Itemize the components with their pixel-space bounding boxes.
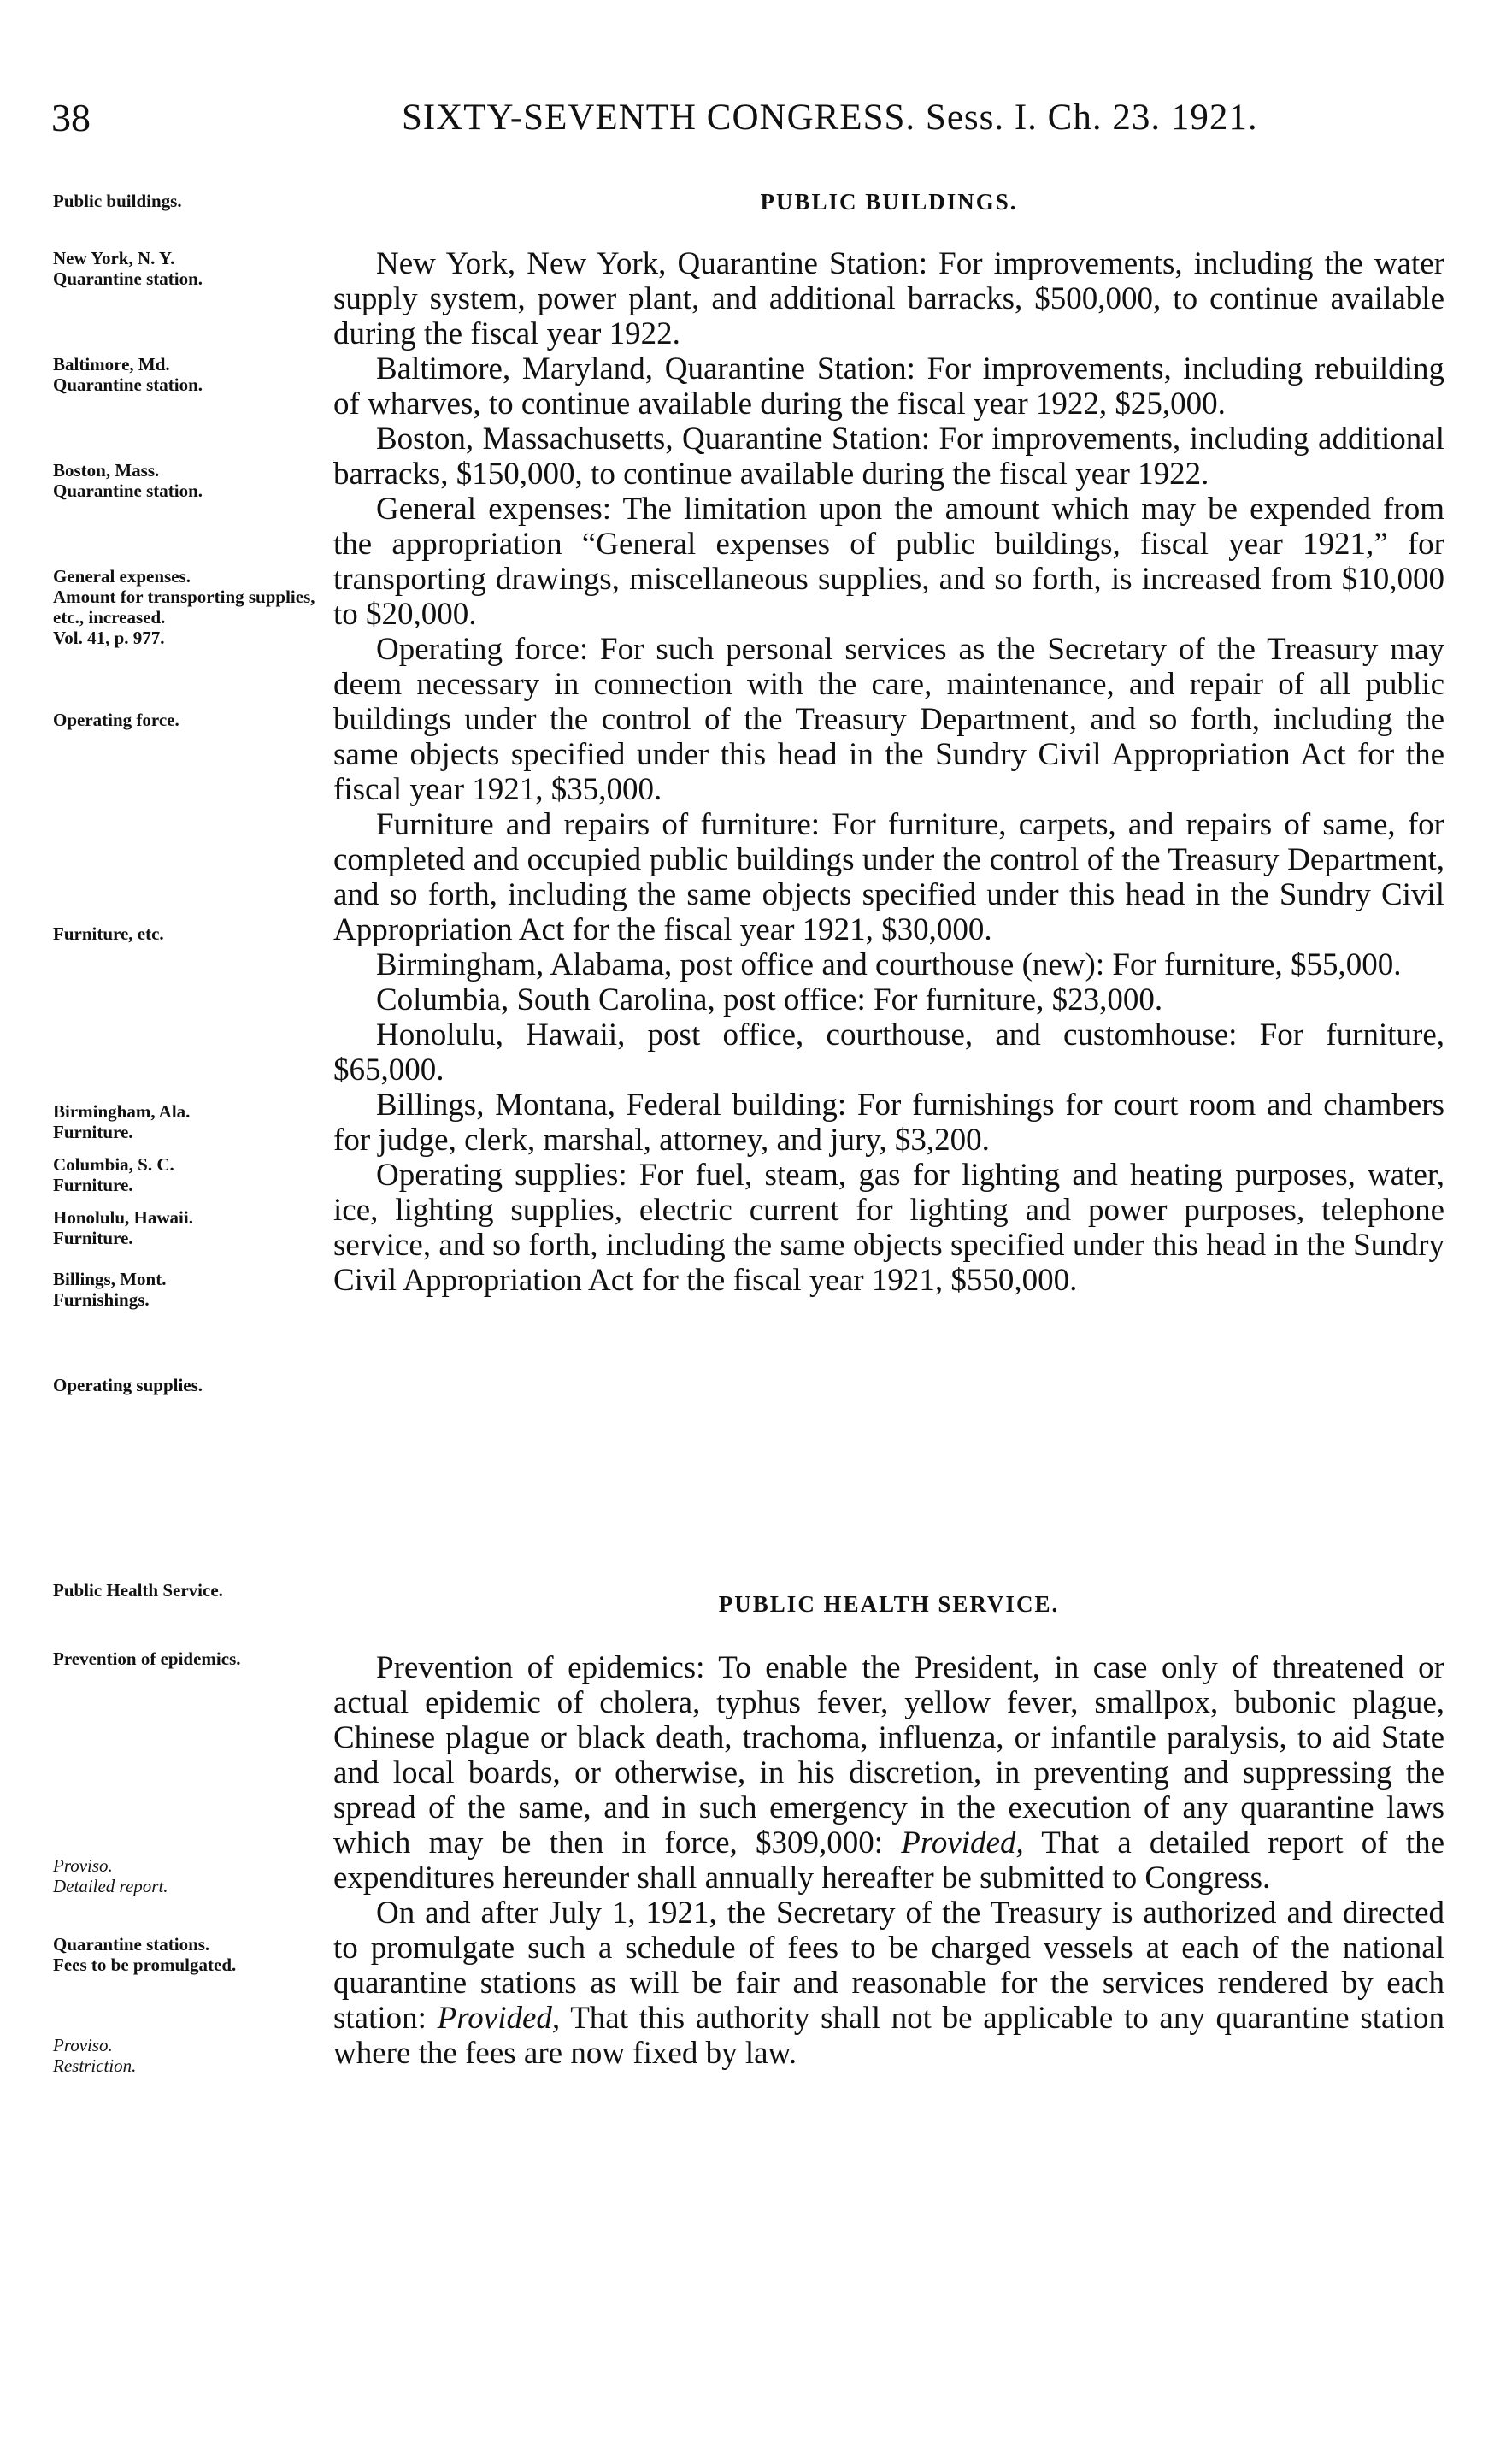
paragraph-boston: Boston, Massachusetts, Quarantine Station: For improvements, including additional barracks, $150,000, to continue available during the fiscal year 1922. [333, 422, 1444, 492]
paragraph-general-expenses: General expenses: The limitation upon the amount which may be expended from the appropriation “General expenses of public buildings, fiscal year 1921,” for transporting drawings, miscellaneous supplies, and so forth, is increased from $10,000 to $20,000. [333, 492, 1444, 632]
margin-note-quarantine-stations: Quarantine stations. Fees to be promulgated. [53, 1934, 237, 1975]
paragraph-quarantine-fees: On and after July 1, 1921, the Secretary of the Treasury is authorized and directed to promulgate such a schedule of fees to be charged vessels at each of the national quarantine stations as will be fair and reasonable for the services rendered by each station: Provided, That this authority shall not be applicable to any quarantine station where the fees are now fixed by law. [333, 1896, 1445, 2071]
paragraph-furniture: Furniture and repairs of furniture: For furniture, carpets, and repairs of same, for completed and occupied public buildings under the control of the Treasury Department, and so forth, including the same objects specified under this head in the Sundry Civil Appropriation Act for the fiscal year 1921, $30,000. [333, 807, 1444, 947]
margin-note-boston: Boston, Mass. Quarantine station. [53, 460, 203, 501]
public-health-body [333, 1650, 1444, 2071]
page-number: 38 [51, 96, 91, 139]
paragraph-prevention-of-epidemics: Prevention of epidemics: To enable the President, in case only of threatened or actual epidemic of cholera, typhus fever, yellow fever, smallpox, bubonic plague, Chinese plague or black death, trachoma, influenza, or infantile paralysis, to aid State and local boards, or otherwise, in his discretion, in preventing and suppressing the spread of the same, and in such emergency in the execution of any quarantine laws which may be then in force, $309,000: Provided, That a detailed report of the expenditures hereunder shall annually hereafter be submitted to Congress. [333, 1650, 1444, 1896]
paragraph-baltimore: Baltimore, Maryland, Quarantine Station: For improvements, including rebuilding of wharves, to continue available during the fiscal year 1922, $25,000. [333, 351, 1444, 422]
paragraph-honolulu: Honolulu, Hawaii, post office, courthouse, and customhouse: For furniture, $65,000. [333, 1017, 1444, 1088]
margin-note-furniture: Furniture, etc. [53, 923, 164, 944]
paragraph-operating-force: Operating force: For such personal services as the Secretary of the Treasury may deem necessary in connection with the care, maintenance, and repair of all public buildings under the control of the Treasury Department, and so forth, including the same objects specified under this head in the Sundry Civil Appropriation Act for the fiscal year 1921, $35,000. [333, 632, 1444, 807]
section-heading-public-health-service: PUBLIC HEALTH SERVICE. [718, 1591, 1060, 1617]
margin-note-operating-force: Operating force. [53, 710, 179, 730]
margin-note-honolulu: Honolulu, Hawaii. Furniture. [53, 1207, 193, 1248]
running-title: SIXTY-SEVENTH CONGRESS. Sess. I. Ch. 23. 1921. [402, 97, 1258, 138]
paragraph-billings: Billings, Montana, Federal building: For furnishings for court room and chambers for judge, clerk, marshal, attorney, and jury, $3,200. [333, 1088, 1444, 1158]
margin-note-billings: Billings, Mont. Furnishings. [53, 1269, 167, 1310]
margin-note-birmingham: Birmingham, Ala. Furniture. [53, 1101, 191, 1142]
section-heading-public-buildings: PUBLIC BUILDINGS. [760, 189, 1018, 215]
margin-note-baltimore: Baltimore, Md. Quarantine station. [53, 354, 203, 395]
margin-note-prevention-of-epidemics: Prevention of epidemics. [53, 1648, 241, 1669]
paragraph-operating-supplies: Operating supplies: For fuel, steam, gas for lighting and heating purposes, water, ice, lighting supplies, electric current for lighting and power purposes, telephone service, and so forth, including the same objects specified under this head in the Sundry Civil Appropriation Act for the fiscal year 1921, $550,000. [333, 1158, 1444, 1298]
margin-note-columbia: Columbia, S. C. Furniture. [53, 1154, 174, 1195]
public-buildings-body [333, 246, 1444, 1298]
margin-note-proviso-restriction: Proviso. Restriction. [53, 2035, 137, 2076]
margin-note-new-york: New York, N. Y. Quarantine station. [53, 248, 203, 289]
paragraph-birmingham: Birmingham, Alabama, post office and courthouse (new): For furniture, $55,000. [376, 947, 1402, 982]
paragraph-columbia: Columbia, South Carolina, post office: For furniture, $23,000. [376, 982, 1163, 1017]
margin-note-proviso-detailed-report: Proviso. Detailed report. [53, 1855, 168, 1896]
margin-note-operating-supplies: Operating supplies. [53, 1375, 203, 1395]
margin-note-public-health-service: Public Health Service. [53, 1580, 223, 1601]
margin-note-public-buildings: Public buildings. [53, 191, 182, 211]
paragraph-new-york: New York, New York, Quarantine Station: For improvements, including the water supply system, power plant, and additional barracks, $500,000, to continue available during the fiscal year 1922. [333, 246, 1444, 351]
running-head [51, 92, 1453, 144]
margin-note-general-expenses: General expenses. Amount for transporting supplies, etc., increased. Vol. 41, p. 977. [53, 566, 315, 648]
